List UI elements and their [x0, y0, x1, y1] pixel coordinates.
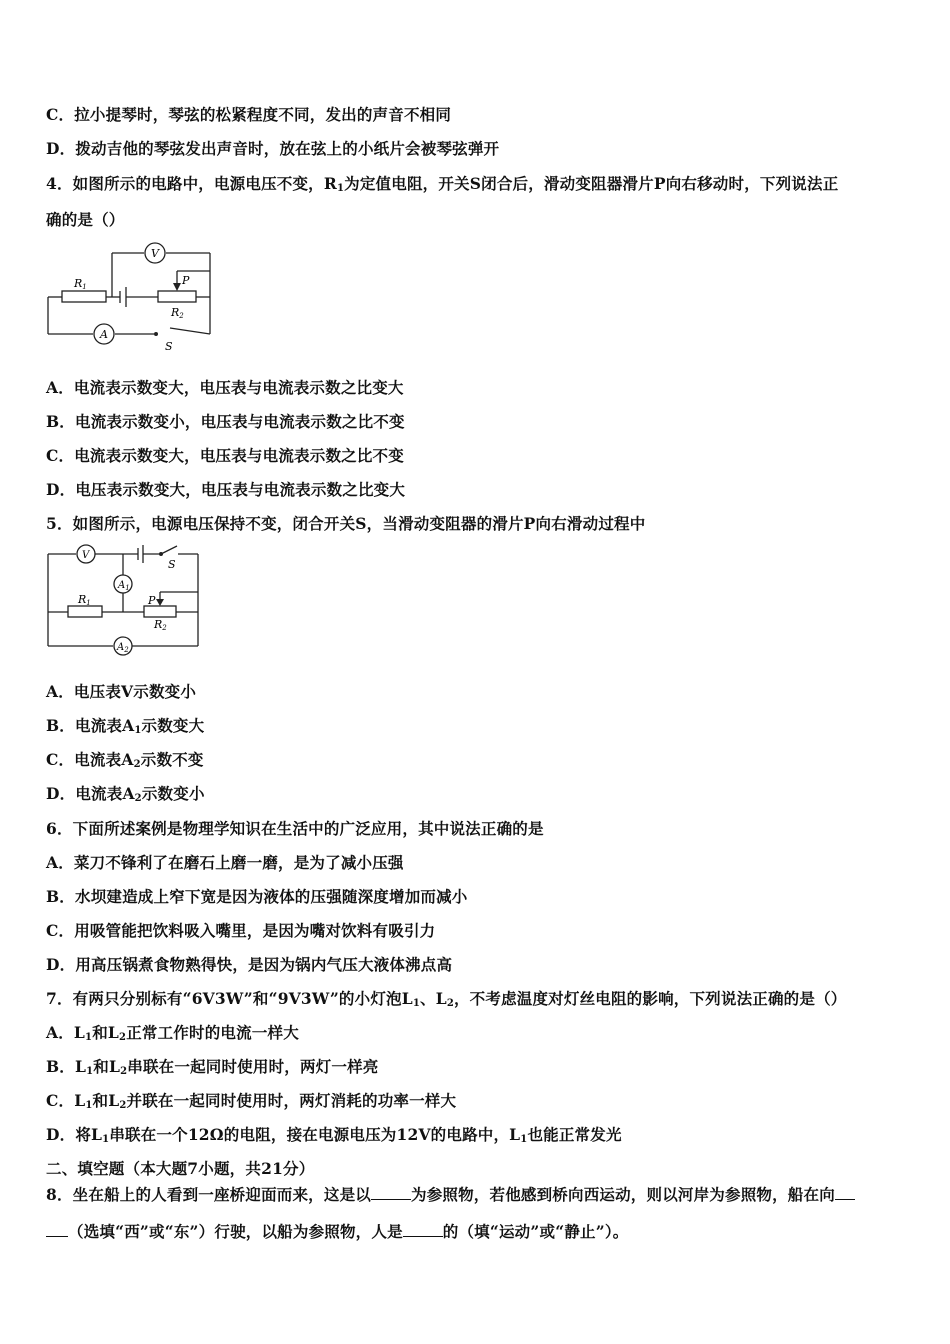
q5-option-d: D．电流表$A_2$示数变小: [46, 784, 205, 804]
q5-option-b: B．电流表$A_1$示数变大: [46, 716, 205, 736]
q5-option-a: A．电压表V示数变小: [46, 682, 197, 701]
q5-a1-label: $A_1$: [118, 580, 130, 592]
q8-blank-1[interactable]: [371, 1185, 411, 1200]
q6-option-a: A．菜刀不锋利了在磨石上磨一磨，是为了减小压强: [46, 853, 404, 872]
q4-v-label: V: [151, 247, 159, 260]
q5-v-label: V: [82, 550, 90, 561]
q5-option-c: C．电流表$A_2$示数不变: [46, 750, 204, 770]
q8-blank-2a[interactable]: [835, 1185, 855, 1200]
q5-s-label: S: [168, 558, 176, 571]
q4-option-c: C．电流表示数变大，电压表与电流表示数之比不变: [46, 446, 404, 465]
q4-stem: 4．如图所示的电路中，电源电压不变，$R_1$为定值电阻，开关S闭合后，滑动变阻器滑片P向右移动时，下列说法正: [46, 174, 839, 194]
q5-p-label: P: [148, 594, 156, 607]
q4-r1-label: R1: [74, 277, 87, 291]
q4-s-label: S: [165, 340, 173, 353]
q4-circuit-diagram: [40, 238, 220, 356]
q6-option-b: B．水坝建造成上窄下宽是因为液体的压强随深度增加而减小: [46, 887, 468, 906]
q7-option-a: A．$L_1$和$L_2$正常工作时的电流一样大: [46, 1023, 299, 1043]
q6-option-c: C．用吸管能把饮料吸入嘴里，是因为嘴对饮料有吸引力: [46, 921, 436, 940]
q7-stem: 7．有两只分别标有“6V3W”和“9V3W”的小灯泡$L_1$、$L_2$，不考虑温度对灯丝电阻的影响，下列说法正确的是（）: [46, 989, 847, 1009]
q7-option-d: D．将$L_1$串联在一个12Ω的电阻，接在电源电压为12V的电路中，$L_1$也能正常发光: [46, 1125, 622, 1145]
q4-a-label: A: [100, 328, 108, 341]
q4-stem-line2: 确的是（）: [46, 210, 125, 229]
q6-stem: 6．下面所述案例是物理学知识在生活中的广泛应用，其中说法正确的是: [46, 819, 544, 838]
q8-blank-3[interactable]: [403, 1222, 443, 1237]
q4-option-d: D．电压表示数变大，电压表与电流表示数之比变大: [46, 480, 406, 499]
q5-stem: 5．如图所示，电源电压保持不变，闭合开关S，当滑动变阻器的滑片P向右滑动过程中: [46, 514, 646, 533]
q3-option-c: C．拉小提琴时，琴弦的松紧程度不同，发出的声音不相同: [46, 105, 452, 124]
q4-p-label: P: [182, 274, 190, 287]
q4-option-a: A．电流表示数变大，电压表与电流表示数之比变大: [46, 378, 404, 397]
q4-option-b: B．电流表示数变小，电压表与电流表示数之比不变: [46, 412, 405, 431]
q5-a2-label: $A_2$: [117, 642, 129, 654]
q7-option-b: B．$L_1$和$L_2$串联在一起同时使用时，两灯一样亮: [46, 1057, 379, 1077]
q5-r2-label: R2: [154, 618, 167, 632]
q5-r1-label: R1: [78, 593, 91, 607]
q8-blank-2b[interactable]: [46, 1222, 68, 1237]
section-2-title: 二、填空题（本大题7小题，共21分）: [46, 1159, 315, 1178]
q3-option-d: D．拨动吉他的琴弦发出声音时，放在弦上的小纸片会被琴弦弹开: [46, 139, 500, 158]
q4-r2-label: R2: [171, 306, 184, 320]
q8-line1: 8．坐在船上的人看到一座桥迎面而来，这是以 为参照物，若他感到桥向西运动，则以河岸为参照物，船在向: [46, 1183, 855, 1205]
q8-line2: （选填“西”或“东”）行驶，以船为参照物，人是 的（填“运动”或“静止”）。: [46, 1220, 628, 1242]
q6-option-d: D．用高压锅煮食物熟得快，是因为锅内气压大液体沸点高: [46, 955, 453, 974]
q5-circuit-diagram: [40, 542, 210, 660]
q7-option-c: C．$L_1$和$L_2$并联在一起同时使用时，两灯消耗的功率一样大: [46, 1091, 457, 1111]
